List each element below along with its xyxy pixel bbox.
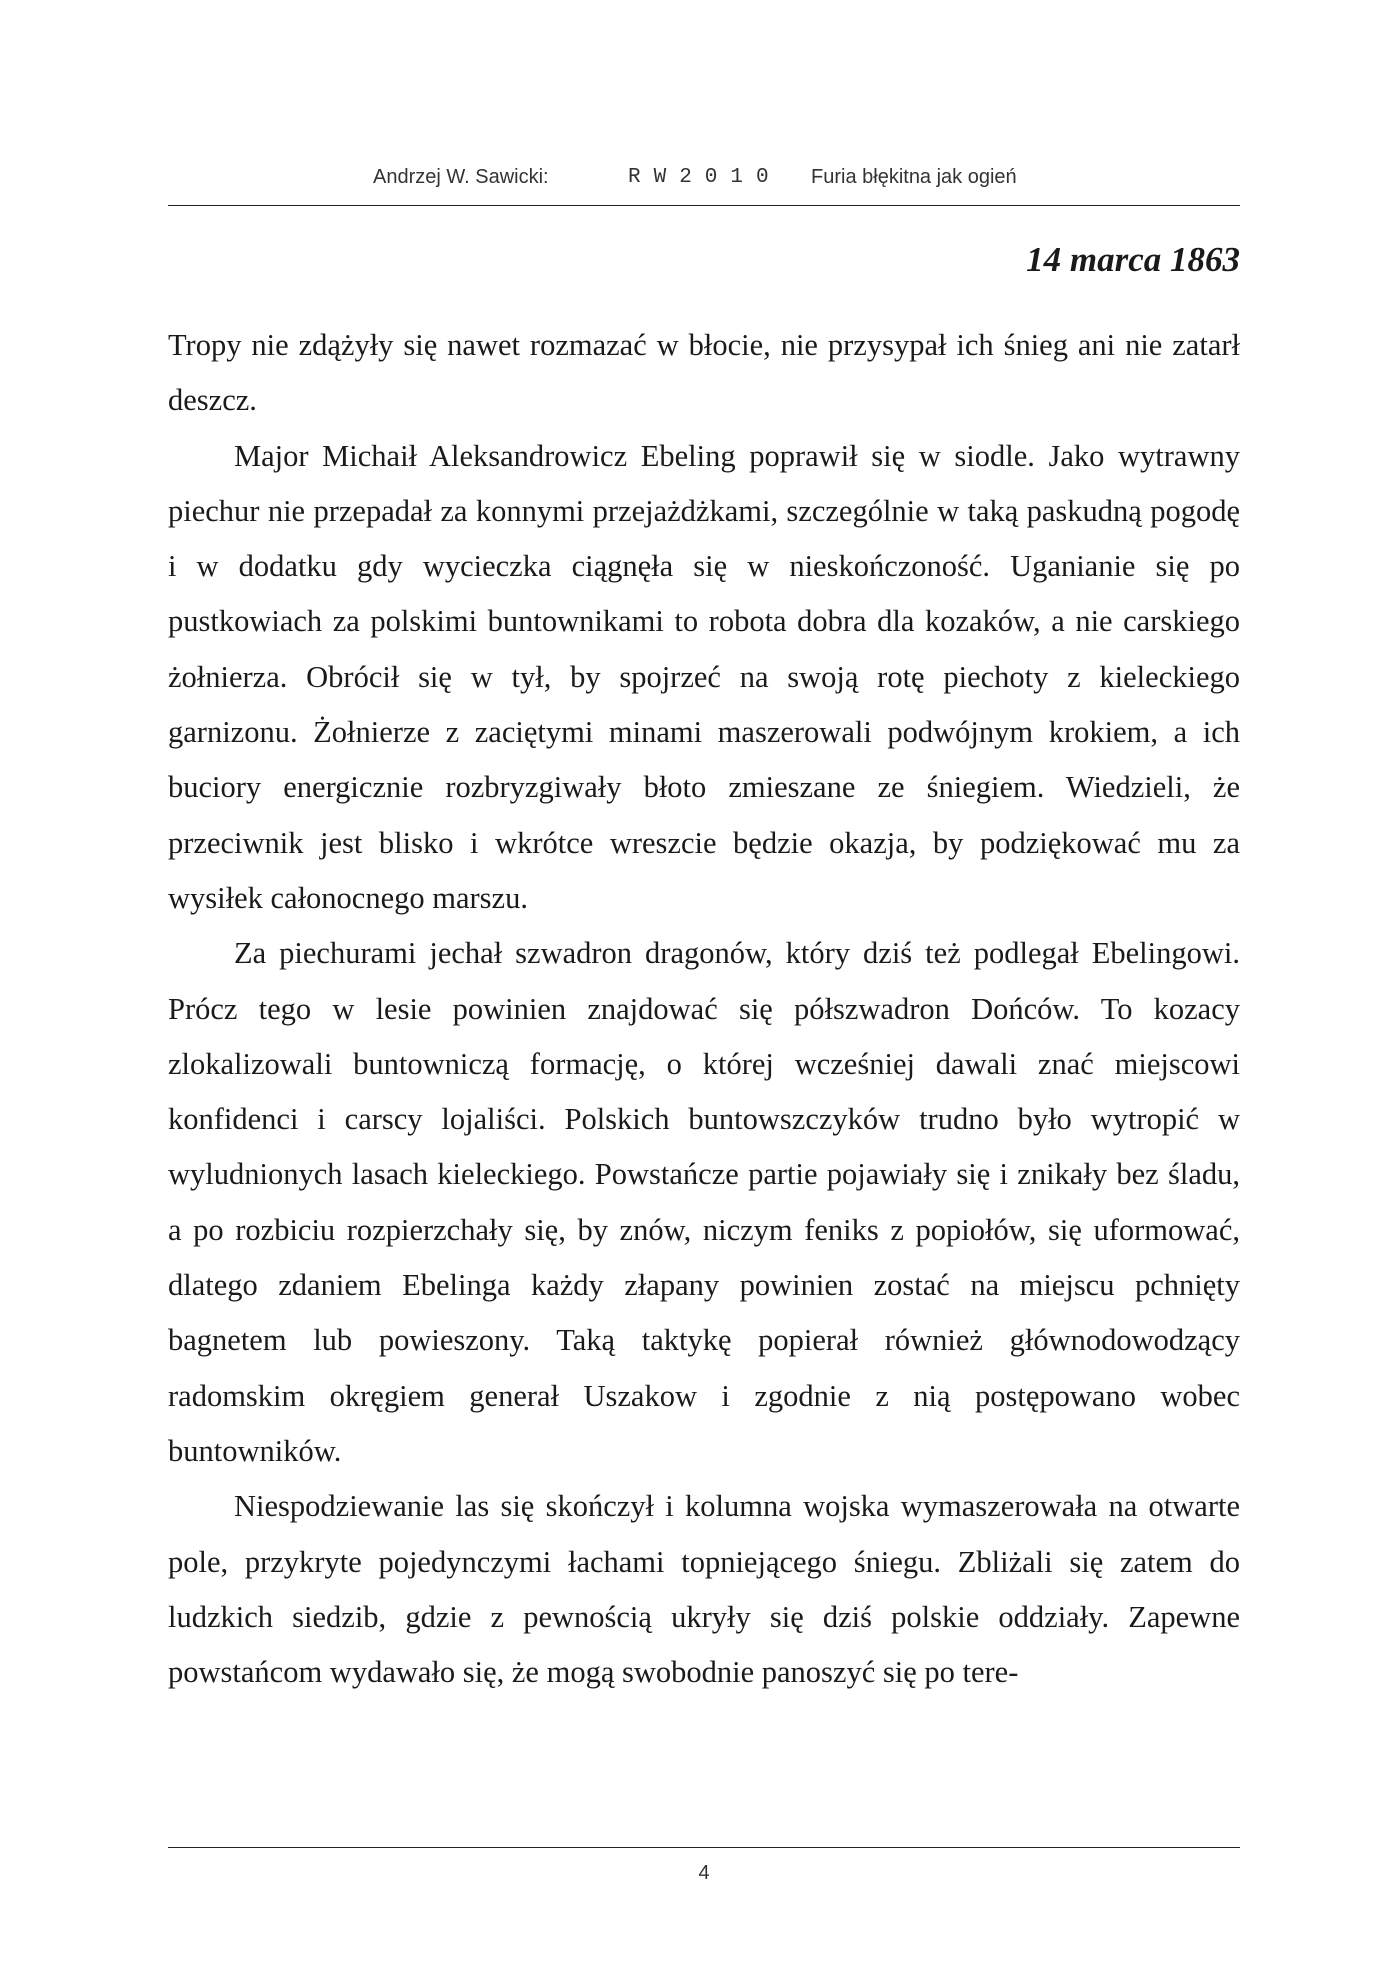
paragraph-2: Major Michaił Aleksandrowicz Ebeling poprawił się w siodle. Jako wytrawny piechur nie przepadał za konnymi przejażdżkami, szczególnie w taką paskudną pogodę i w dodatku gdy wycieczka ciągnęła się w nieskończoność. Uganianie się po pustkowiach za polskimi buntownikami to robota dobra dla kozaków, a nie carskiego żołnierza. Obrócił się w tył, by spojrzeć na swoją rotę piechoty z kieleckiego garnizonu. Żołnierze z zaciętymi minami maszerowali podwójnym krokiem, a ich buciory energicznie rozbryzgiwały błoto zmieszane ze śniegiem. Wiedzieli, że przeciwnik jest blisko i wkrótce wreszcie będzie okazja, by podziękować mu za wysiłek całonocnego marszu. [168,438,1240,915]
paragraph-3: Za piechurami jechał szwadron dragonów, który dziś też podlegał Ebelingowi. Prócz tego w lesie powinien znajdować się półszwadron Dońców. To kozacy zlokalizowali buntowniczą formację, o której wcześniej dawali znać miejscowi konfidenci i carscy lojaliści. Polskich buntowszczyków trudno było wytropić w wyludnionych lasach kieleckiego. Powstańcze partie pojawiały się i znikały bez śladu, a po rozbiciu rozpierzchały się, by znów, niczym feniks z popiołów, się uformować, dlatego zdaniem Ebelinga każdy złapany powinien zostać na miejscu pchnięty bagnetem lub powieszony. Taką taktykę popierał również głównodowodzący radomskim okręgiem generał Uszakow i zgodnie z nią postępowano wobec buntowników. [168,936,1240,1468]
running-header [168,166,1240,200]
header-rule [168,205,1240,206]
footer-rule [168,1847,1240,1848]
chapter-date-heading: 14 marca 1863 [1026,240,1240,279]
paragraph-4: Niespodziewanie las się skończył i kolumna wojska wymaszerowała na otwarte pole, przykryte pojedynczymi łachami topniejącego śniegu. Zbliżali się zatem do ludzkich siedzib, gdzie z pewnością ukryły się dziś polskie oddziały. Zapewne powstańcom wydawało się, że mogą swobodnie panoszyć się po tere- [168,1489,1240,1690]
page-number: 4 [698,1862,710,1884]
header-book-title: Furia błękitna jak ogień [811,166,1017,188]
paragraph-1: Tropy nie zdążyły się nawet rozmazać w błocie, nie przysypał ich śnieg ani nie zatarł deszcz. [168,328,1240,418]
header-author: Andrzej W. Sawicki: [373,166,549,188]
header-code: R W 2 0 1 0 [628,166,769,189]
body-text [168,318,1240,1700]
